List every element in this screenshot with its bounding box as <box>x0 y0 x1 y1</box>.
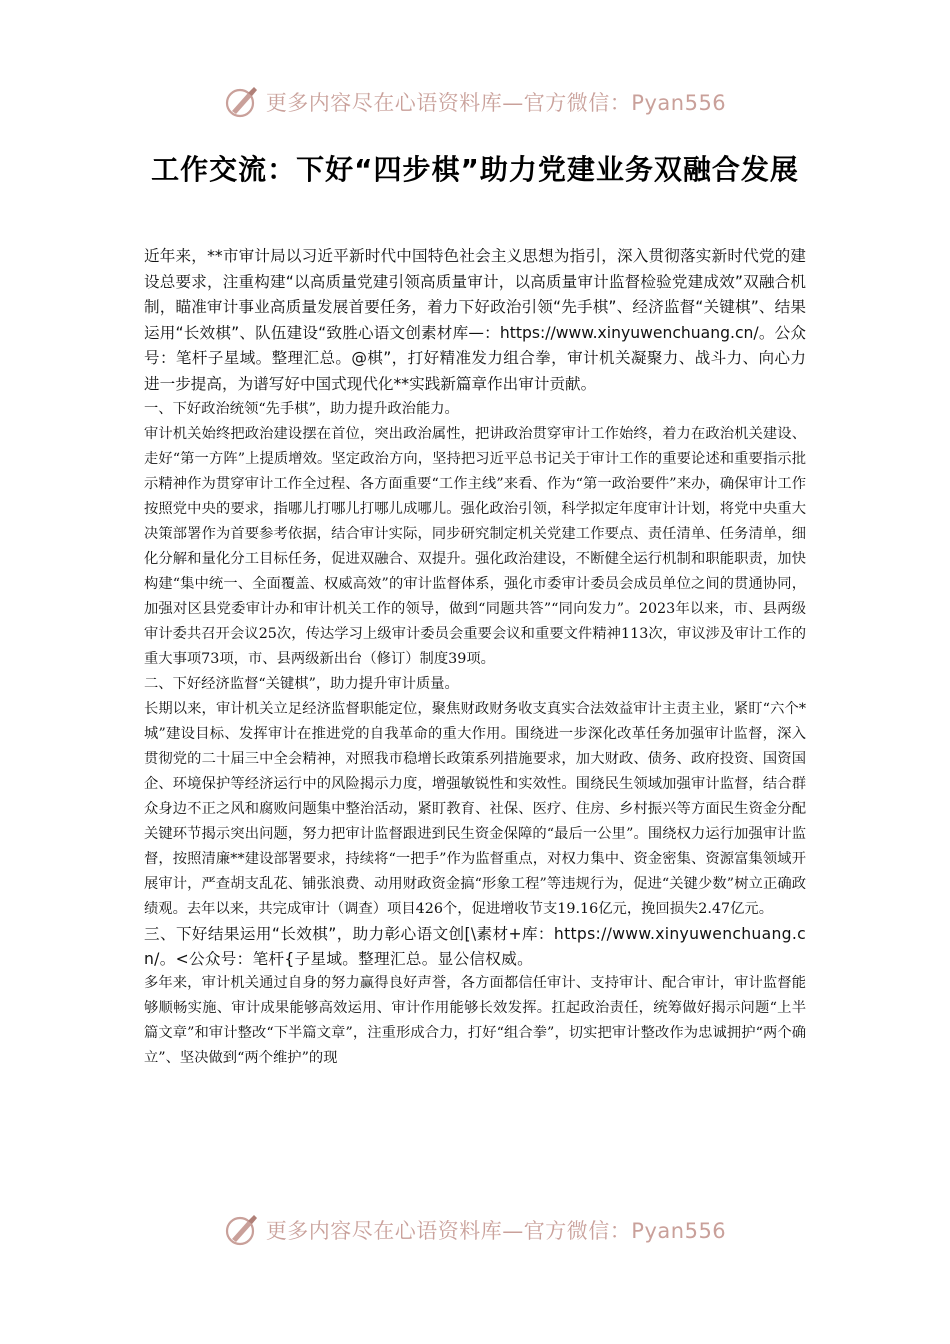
watermark-text: 更多内容尽在心语资料库—官方微信：Pyan556 <box>265 1219 727 1243</box>
header-watermark-banner <box>0 80 950 124</box>
section-heading-2: 二、下好经济监督“关键棋”，助力提升审计质量。 <box>144 676 459 692</box>
pen-logo-icon <box>224 84 260 120</box>
section-heading-3: 三、下好结果运用“长效棋”，助力彰心语文创[\素材+库：https://www.xinyuwenchuang.cn/。<公众号：笔杆{子星域。整理汇总。显公信权威。 <box>144 925 806 968</box>
footer-watermark-banner <box>0 1208 950 1252</box>
section-paragraph-2: 长期以来，审计机关立足经济监督职能定位，聚焦财政财务收支真实合法效益审计主责主业，紧盯“六个*城”建设目标、发挥审计在推进党的自我革命的重大作用。围绕进一步深化改革任务加强审计监督，深入贯彻党的二十届三中全会精神，对照我市稳增长政策系列措施要求，加大财政、债务、政府投资、国资国企、环境保护等经济运行中的风险揭示力度，增强敏锐性和实效性。围绕民生领域加强审计监督，结合群众身边不正之风和腐败问题集中整治活动，紧盯教育、社保、医疗、住房、乡村振兴等方面民生资金分配关键环节揭示突出问题，努力把审计监督跟进到民生资金保障的“最后一公里”。围绕权力运行加强审计监督，按照清廉**建设部署要求，持续将“一把手”作为监督重点，对权力集中、资金密集、资源富集领域开展审计，严查胡支乱花、铺张浪费、动用财政资金搞“形象工程”等违规行为，促进“关键少数”树立正确政绩观。去年以来，共完成审计（调查）项目426个，促进增收节支19.16亿元，挽回损失2.47亿元。 <box>144 701 806 917</box>
section-heading-1: 一、下好政治统领“先手棋”，助力提升政治能力。 <box>144 401 459 417</box>
section-paragraph-3: 多年来，审计机关通过自身的努力赢得良好声誉，各方面都信任审计、支持审计、配合审计，审计监督能够顺畅实施、审计成果能够高效运用、审计作用能够长效发挥。扛起政治责任，统筹做好揭示问题“上半篇文章”和审计整改“下半篇文章”，注重形成合力，打好“组合拳”，切实把审计整改作为忠诚拥护“两个确立”、坚决做到“两个维护”的现 <box>144 975 806 1066</box>
document-title: 工作交流：下好“四步棋”助力党建业务双融合发展 <box>151 153 799 186</box>
intro-paragraph: 近年来，**市审计局以习近平新时代中国特色社会主义思想为指引，深入贯彻落实新时代党的建设总要求，注重构建“以高质量党建引领高质量审计，以高质量审计监督检验党建成效”双融合机制，瞄准审计事业高质量发展首要任务，着力下好政治引领“先手棋”、经济监督“关键棋”、结果运用“长效棋”、队伍建设“致胜心语文创素材库—：https://www.xinyuwenchuang.cn/。公众号：笔杆子星域。整理汇总。@棋”，打好精准发力组合拳，审计机关凝聚力、战斗力、向心力进一步提高，为谱写好中国式现代化**实践新篇章作出审计贡献。 <box>144 247 806 393</box>
document-body <box>144 244 806 1071</box>
section-paragraph-1: 审计机关始终把政治建设摆在首位，突出政治属性，把讲政治贯穿审计工作始终，着力在政治机关建设、走好“第一方阵”上提质增效。坚定政治方向，坚持把习近平总书记关于审计工作的重要论述和重要指示批示精神作为贯穿审计工作全过程、各方面重要“工作主线”来看、作为“第一政治要件”来办，确保审计工作按照党中央的要求，指哪儿打哪儿打哪儿成哪儿。强化政治引领，科学拟定年度审计计划，将党中央重大决策部署作为首要参考依据，结合审计实际，同步研究制定机关党建工作要点、责任清单、任务清单，细化分解和量化分工目标任务，促进双融合、双提升。强化政治建设，不断健全运行机制和职能职责，加快构建“集中统一、全面覆盖、权威高效”的审计监督体系，强化市委审计委员会成员单位之间的贯通协同，加强对区县党委审计办和审计机关工作的领导，做到“同题共答”“同向发力”。2023年以来，市、县两级审计委共召开会议25次，传达学习上级审计委员会重要会议和重要文件精神113次，审议涉及审计工作的重大事项73项，市、县两级新出台（修订）制度39项。 <box>144 426 806 667</box>
pen-logo-icon <box>224 1212 260 1248</box>
watermark-text: 更多内容尽在心语资料库—官方微信：Pyan556 <box>265 91 727 115</box>
